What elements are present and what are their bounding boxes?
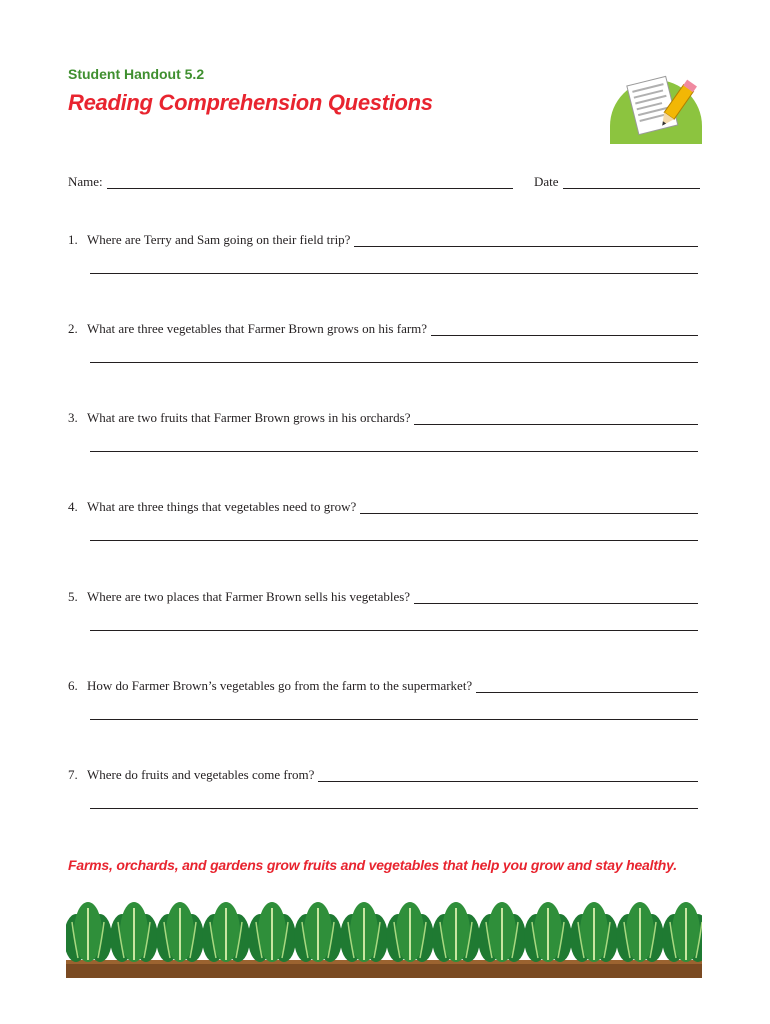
question-text: Where are two places that Farmer Brown sells his vegetables?	[87, 589, 414, 605]
question-item	[68, 767, 700, 811]
lettuce-plant-icon	[110, 902, 158, 962]
question-item	[68, 678, 700, 722]
question-item	[68, 321, 700, 365]
lettuce-row-icon	[66, 898, 702, 978]
question-number: 7.	[68, 767, 78, 782]
question-text: Where do fruits and vegetables come from?	[87, 767, 318, 783]
answer-line[interactable]	[90, 616, 698, 631]
lettuce-plant-icon	[662, 902, 702, 962]
question-item	[68, 589, 700, 633]
lettuce-plant-icon	[478, 902, 526, 962]
name-field[interactable]	[107, 174, 513, 189]
question-text: What are three things that vegetables need to grow?	[87, 499, 360, 515]
question-text: How do Farmer Brown’s vegetables go from the farm to the supermarket?	[87, 678, 476, 694]
answer-line[interactable]	[90, 705, 698, 720]
question-text: What are two fruits that Farmer Brown grows in his orchards?	[87, 410, 414, 426]
question-number: 4.	[68, 499, 78, 514]
lettuce-plant-icon	[386, 902, 434, 962]
question-number: 6.	[68, 678, 78, 693]
date-label: Date	[534, 174, 559, 189]
footer-tagline: Farms, orchards, and gardens grow fruits and vegetables that help you grow and stay healthy.	[68, 857, 677, 873]
question-item	[68, 232, 700, 276]
name-label: Name:	[68, 174, 103, 189]
lettuce-plant-icon	[202, 902, 250, 962]
lettuce-plant-icon	[432, 902, 480, 962]
lettuce-plant-icon	[524, 902, 572, 962]
date-field[interactable]	[563, 174, 700, 189]
worksheet-pencil-icon	[606, 64, 706, 144]
answer-line[interactable]	[90, 526, 698, 541]
question-item	[68, 410, 700, 454]
lettuce-plant-icon	[294, 902, 342, 962]
page-title: Reading Comprehension Questions	[68, 90, 433, 115]
name-date-row	[68, 174, 700, 192]
answer-line[interactable]	[90, 348, 698, 363]
lettuce-plant-icon	[570, 902, 618, 962]
answer-line[interactable]	[90, 259, 698, 274]
answer-line[interactable]	[90, 437, 698, 452]
lettuce-plant-icon	[66, 902, 112, 962]
lettuce-plant-icon	[156, 902, 204, 962]
lettuce-plant-icon	[616, 902, 664, 962]
question-text: What are three vegetables that Farmer Brown grows on his farm?	[87, 321, 431, 337]
handout-label: Student Handout 5.2	[68, 66, 205, 82]
lettuce-plant-icon	[248, 902, 296, 962]
question-number: 3.	[68, 410, 78, 425]
question-item	[68, 499, 700, 543]
question-number: 2.	[68, 321, 78, 336]
question-text: Where are Terry and Sam going on their field trip?	[87, 232, 354, 248]
question-number: 1.	[68, 232, 78, 247]
lettuce-plant-icon	[340, 902, 388, 962]
question-number: 5.	[68, 589, 78, 604]
answer-line[interactable]	[90, 794, 698, 809]
